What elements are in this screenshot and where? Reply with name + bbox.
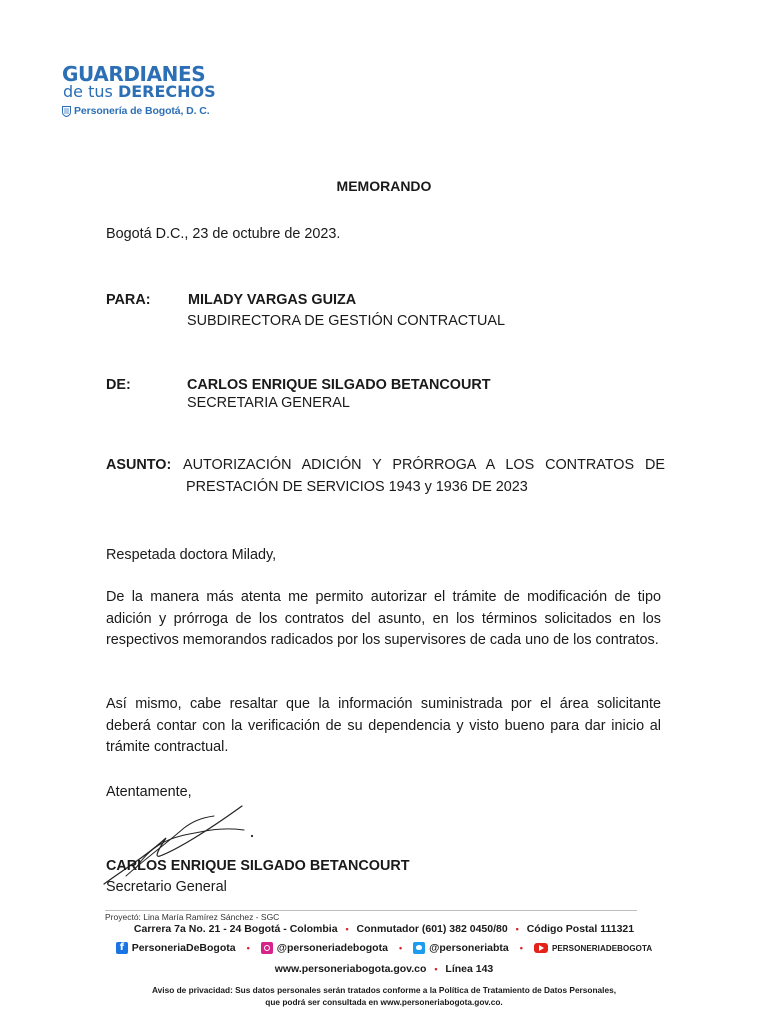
- asunto-line2: PRESTACIÓN DE SERVICIOS 1943 y 1936 DE 2023: [186, 479, 528, 495]
- de-label: DE:: [106, 377, 131, 393]
- logo-title: GUARDIANES: [62, 62, 206, 86]
- instagram-icon: [261, 942, 273, 954]
- footer-contact-line: [0, 923, 768, 935]
- privacy-line-2: que podrá ser consultada en www.personeriabogota.gov.co.: [265, 997, 503, 1007]
- youtube-icon: [534, 943, 548, 953]
- privacy-line-1: Aviso de privacidad: Sus datos personales serán tratados conforme a la Política de Tratamiento de Datos Personales,: [151, 985, 616, 995]
- separator-dot: •: [515, 924, 519, 934]
- signer-role: Secretario General: [106, 879, 227, 895]
- separator-dot: •: [246, 943, 250, 953]
- youtube-handle: PERSONERIADEBOGOTA: [551, 943, 653, 953]
- para-name: MILADY VARGAS GUIZA: [188, 292, 357, 308]
- facebook-icon: [116, 942, 128, 954]
- footer-facebook-link[interactable]: [116, 942, 236, 954]
- logo-subtitle: [63, 84, 222, 100]
- memo-title: MEMORANDO: [336, 178, 432, 194]
- closing: Atentamente,: [106, 784, 192, 800]
- salutation: Respetada doctora Milady,: [106, 547, 277, 563]
- paragraph-1: De la manera más atenta me permito autorizar el trámite de modificación de tipo adición y prórroga de los contratos del asunto, en los términos solicitados en los respectivos memorandos radicados por los supervisores de cada uno de los contratos.: [106, 589, 661, 648]
- separator-dot: •: [398, 943, 403, 953]
- facebook-handle: PersoneriaDeBogota: [131, 942, 236, 954]
- twitter-icon: [413, 942, 425, 954]
- footer-privacy-notice: [0, 984, 768, 1008]
- asunto-label: ASUNTO:: [106, 457, 172, 473]
- de-role: SECRETARIA GENERAL: [187, 395, 350, 411]
- footer-phone: Conmutador (601) 382 0450/80: [356, 923, 508, 935]
- para-label: PARA:: [106, 292, 151, 308]
- prepared-by: Proyectó: Lina María Ramírez Sánchez - SGC: [105, 912, 280, 922]
- separator-dot: •: [345, 924, 349, 934]
- para-role: SUBDIRECTORA DE GESTIÓN CONTRACTUAL: [187, 313, 505, 329]
- footer-postal: Código Postal 111321: [526, 923, 635, 935]
- separator-dot: •: [519, 943, 523, 953]
- personeria-logo: [62, 64, 222, 117]
- memo-date: Bogotá D.C., 23 de octubre de 2023.: [106, 226, 341, 242]
- separator-dot: •: [434, 964, 438, 974]
- signer-name: CARLOS ENRIQUE SILGADO BETANCOURT: [106, 858, 410, 874]
- footer-address: Carrera 7a No. 21 - 24 Bogotá - Colombia: [133, 923, 338, 935]
- logo-subtitle-b: DERECHOS: [117, 82, 216, 101]
- footer-divider: [105, 910, 637, 911]
- shield-icon: [62, 106, 71, 117]
- footer-social-line: [0, 942, 768, 954]
- footer-hotline: Línea 143: [445, 963, 494, 975]
- asunto-line1: AUTORIZACIÓN ADICIÓN Y PRÓRROGA A LOS CONTRATOS DE: [183, 457, 665, 473]
- footer-instagram-link[interactable]: [261, 942, 388, 954]
- footer-twitter-link[interactable]: [413, 942, 509, 954]
- logo-subtitle-a: de tus: [63, 82, 113, 101]
- instagram-handle: @personeriadebogota: [276, 942, 388, 954]
- logo-institution: [62, 105, 222, 117]
- footer-website-link[interactable]: www.personeriabogota.gov.co: [274, 963, 427, 975]
- de-name: CARLOS ENRIQUE SILGADO BETANCOURT: [187, 377, 491, 393]
- footer-web-line: [0, 963, 768, 975]
- footer-youtube-link[interactable]: [534, 943, 652, 953]
- twitter-handle: @personeriabta: [429, 942, 509, 954]
- logo-institution-label: Personería de Bogotá, D. C.: [74, 105, 210, 117]
- paragraph-2: Así mismo, cabe resaltar que la información suministrada por el área solicitante deberá contar con la verificación de su dependencia y visto bueno para dar inicio al trámite contractual.: [106, 696, 661, 755]
